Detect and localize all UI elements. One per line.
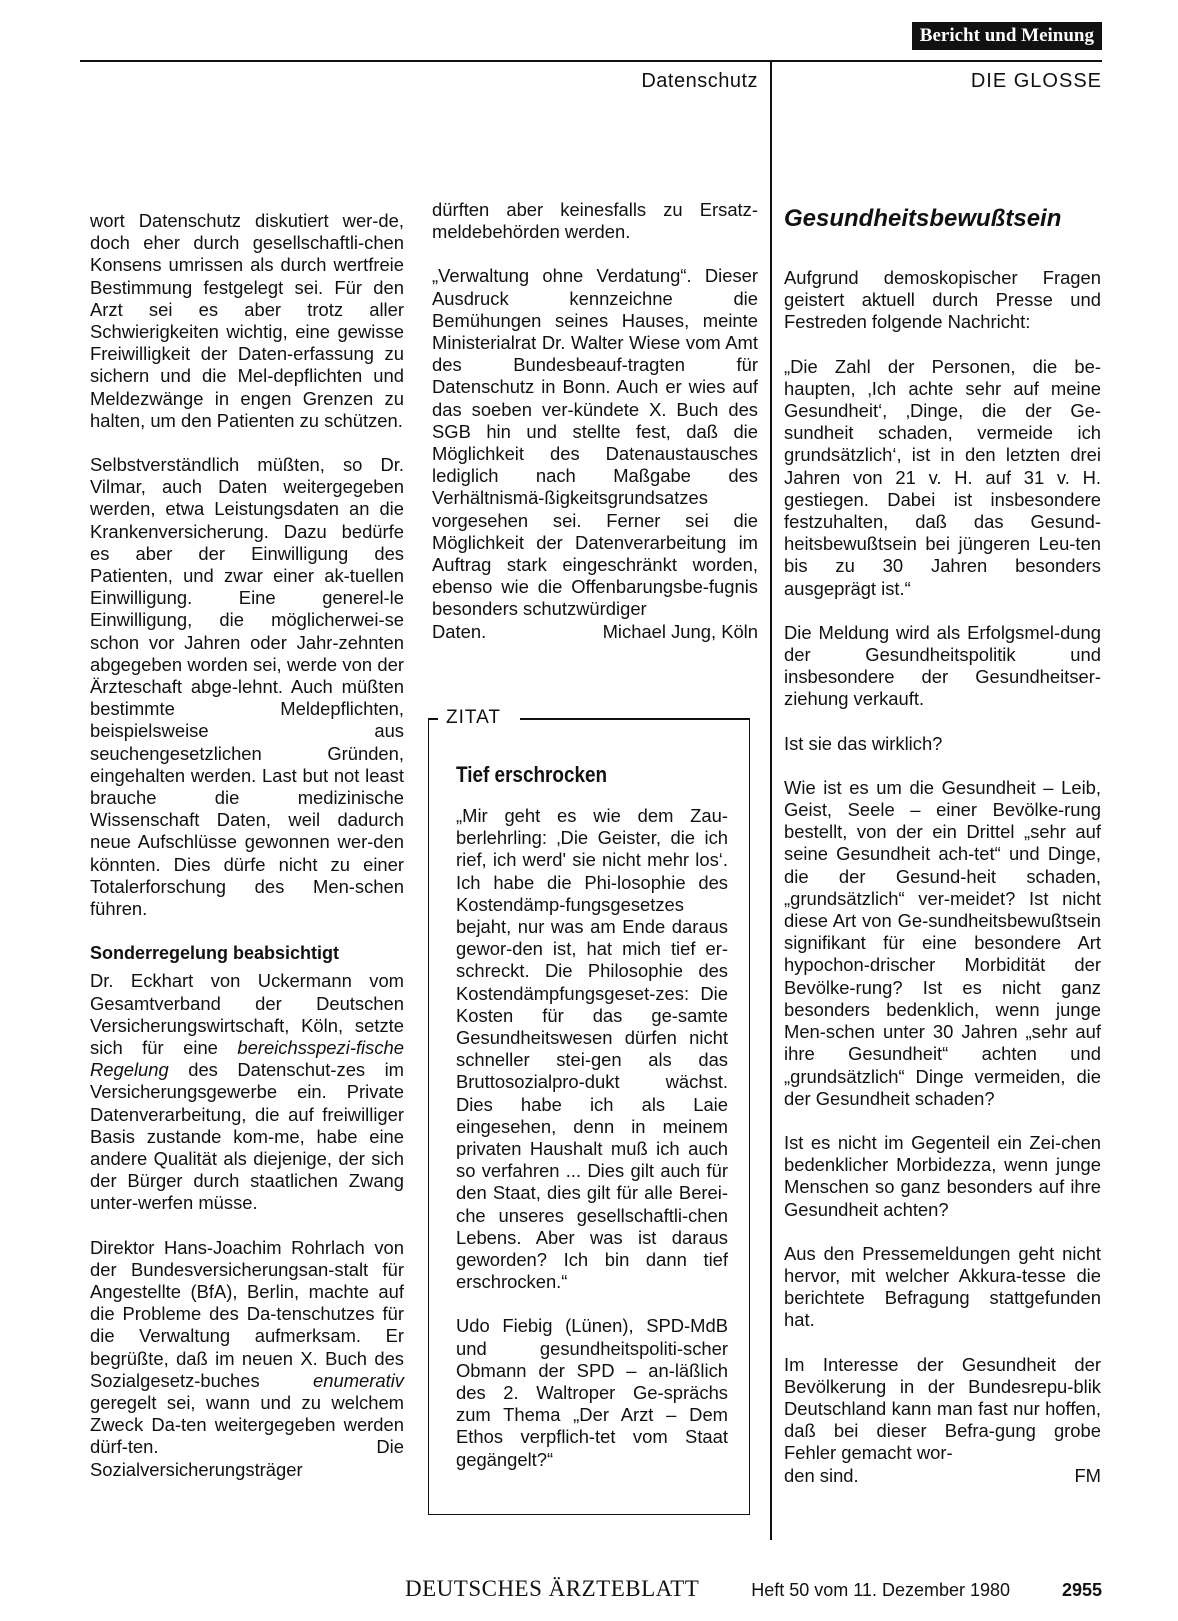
glosse-column [784, 267, 1101, 1487]
paragraph: Selbstverständlich müßten, so Dr. Vilmar, auch Daten weitergegeben werden, etwa Leistungsdaten an die Krankenversicherung. Dazu bedürfe es aber der Einwilligung des Patienten, und zwar einer ak-tuellen Einwilligung. Eine generel-le Einwilligung, die möglicherwei-se schon vor Jahren oder Jahr-zehnten abgegeben worden sei, werde von der Ärzteschaft abge-lehnt. Auch müßten bestimmte Meldepflichten, beispielsweise aus seuchengesetzlichen Gründen, eingehalten werden. Last but not least brauche die medizinische Wissenschaft Daten, weil dadurch neue Aufschlüsse gewonnen wer-den könnten. Dies dürfe nicht zu einer Totalerforschung des Men-schen führen. [90, 454, 404, 920]
column-divider [770, 60, 772, 1540]
paragraph: Die Meldung wird als Erfolgsmel-dung der Gesundheitspolitik und insbesondere der Gesundheitser-ziehung verkauft. [784, 621, 1101, 710]
article-column-1 [90, 210, 404, 1503]
paragraph: wort Datenschutz diskutiert wer-de, doch eher durch gesellschaftli-chen Konsens umrissen als durch wertfreie Bestimmung festgelegt sei. Für den Arzt sei es aber trotz aller Schwierigkeiten wichtig, eine gewisse Freiwilligkeit der Daten-erfassung zu sichern und die Mel-depflichten und Meldezwänge in engen Grenzen zu halten, um den Patienten zu schützen. [90, 210, 404, 431]
page-footer [405, 1576, 1102, 1602]
rubric-datenschutz: Datenschutz [641, 70, 758, 92]
author-line: den sind. FM [784, 1464, 1101, 1486]
article-column-2 [432, 199, 758, 643]
quote-body: „Mir geht es wie dem Zau-berlehrling: ‚Die Geister, die ich rief, ich werd' sie nicht mehr los‘. Ich habe die Phi-losophie des Kostendämp-fungsgesetzes bejaht, nur was am Ende daraus gewor-den ist, hat mich tief er-schreckt. Die Philosophie des Kostendämpfungsgeset-zes: Die Kosten für das ge-samte Gesundheitswesen dürfen nicht schneller stei-gen als das Bruttosozialpro-dukt wächst. Dies habe ich als Laie eingesehen, denn in meinem privaten Haushalt muß ich auch so verfahren ... Dies gilt auch für den Staat, dies gilt für alle Berei-che unseres gesellschaftli-chen Lebens. Aber was ist daraus geworden? Ich bin dann tief erschrocken.“ [456, 805, 728, 1293]
paragraph: Ist es nicht im Gegenteil ein Zei-chen bedenklicher Morbidezza, wenn junge Menschen so ganz besonders auf ihre Gesundheit achten? [784, 1131, 1101, 1220]
author-line: Daten. Michael Jung, Köln [432, 620, 758, 642]
top-rule [80, 60, 1102, 62]
section-badge: Bericht und Meinung [912, 22, 1102, 50]
paragraph: dürften aber keinesfalls zu Ersatz-meldebehörden werden. [432, 199, 758, 243]
emphasis: bereichsspezi-fische Regelung [90, 1036, 404, 1081]
paragraph: Dr. Eckhart von Uckermann vom Gesamtverband der Deutschen Versicherungswirtschaft, Köln, setzte sich für eine bereichsspezi-fische Regelung des Datenschut-zes im Versicherungsgewerbe ein. Private Datenverarbeitung, die auf freiwilliger Basis zustande kom-me, habe eine andere Qualität als diejenige, der sich der Bürger durch staatlichen Zwang unter-werfen müsse. [90, 970, 404, 1214]
author: Michael Jung, Köln [602, 620, 758, 642]
quote-source: Udo Fiebig (Lünen), SPD-MdB und gesundheitspoliti-scher Obmann der SPD – an-läßlich des 2. Waltroper Ge-sprächs zum Thema „Der Arzt – Dem Ethos verpflich-tet vom Staat gegängelt?“ [456, 1315, 728, 1470]
issue-info: Heft 50 vom 11. Dezember 1980 [751, 1580, 1011, 1600]
rubric-glosse: DIE GLOSSE [970, 70, 1102, 92]
quote-title: Tief erschrocken [456, 762, 608, 787]
quote-text [456, 805, 728, 1493]
quote-label: ZITAT [446, 707, 501, 728]
paragraph: Direktor Hans-Joachim Rohrlach von der Bundesversicherungsan-stalt für Angestellte (BfA), Berlin, machte auf die Probleme des Da-tenschutzes für die Verwaltung aufmerksam. Er begrüßte, daß im neuen X. Buch des Sozialgesetz-buches enumerativ geregelt sei, wann und zu welchem Zweck Da-ten weitergegeben werden dürf-ten. Die Sozialversicherungsträger [90, 1236, 404, 1480]
paragraph: „Verwaltung ohne Verdatung“. Dieser Ausdruck kennzeichne die Bemühungen seines Hauses, meinte Ministerialrat Dr. Walter Wiese vom Amt des Bundesbeauf-tragten für Datenschutz in Bonn. Auch er wies auf das soeben ver-kündete X. Buch des SGB hin und stellte fest, daß die Möglichkeit des Datenaustausches lediglich nach Maßgabe des Verhältnismä-ßigkeitsgrundsatzes vorgesehen sei. Ferner sei die Möglichkeit der Datenverarbeitung im Auftrag stark eingeschränkt worden, ebenso wie die Offenbarungsbe-fugnis besonders schutzwürdiger [432, 265, 758, 620]
page-number: 2955 [1061, 1580, 1102, 1600]
author: FM [1074, 1464, 1101, 1486]
emphasis: enumerativ [313, 1369, 404, 1391]
paragraph: Aus den Pressemeldungen geht nicht hervor, mit welcher Akkura-tesse die berichtete Befragung stattgefunden hat. [784, 1242, 1101, 1331]
journal-name: DEUTSCHES ÄRZTEBLATT [405, 1576, 700, 1601]
paragraph: Ist sie das wirklich? [784, 732, 943, 754]
paragraph: Aufgrund demoskopischer Fragen geistert aktuell durch Presse und Festreden folgende Nachricht: [784, 267, 1101, 333]
subheading: Sonderregelung beabsichtigt [90, 943, 340, 964]
glosse-title: Gesundheitsbewußtsein [784, 205, 1062, 232]
paragraph: Im Interesse der Gesundheit der Bevölkerung in der Bundesrepu-blik Deutschland kann man fast nur hoffen, daß bei dieser Befra-gung grobe Fehler gemacht wor- [784, 1353, 1101, 1464]
paragraph: Wie ist es um die Gesundheit – Leib, Geist, Seele – einer Bevölke-rung bestellt, von der ein Drittel „sehr auf seine Gesundheit ach-tet“ und Dinge, die der Gesund-heit schaden, „grundsätzlich“ ver-meidet? Ist nicht diese Art von Ge-sundheitsbewußtsein signifikant für eine besondere Art hypochon-drischer Morbidität der Bevölke-rung? Ist es nicht ganz besonders bedenklich, wenn junge Men-schen unter 30 Jahren „sehr auf ihre Gesundheit“ achten und „grundsätzlich“ Dinge vermeiden, die der Gesundheit schaden? [784, 776, 1101, 1109]
paragraph: „Die Zahl der Personen, die be-haupten, ‚Ich achte sehr auf meine Gesundheit‘, ‚Dinge, die der Ge-sundheit schaden, vermeide ich grundsätzlich‘, ist in den letzten drei Jahren von 21 v. H. auf 31 v. H. gestiegen. Dabei ist insbesondere festzuhalten, daß das Gesund-heitsbewußtsein bei jüngeren Leu-ten bis zu 30 Jahren besonders ausgeprägt ist.“ [784, 355, 1101, 599]
